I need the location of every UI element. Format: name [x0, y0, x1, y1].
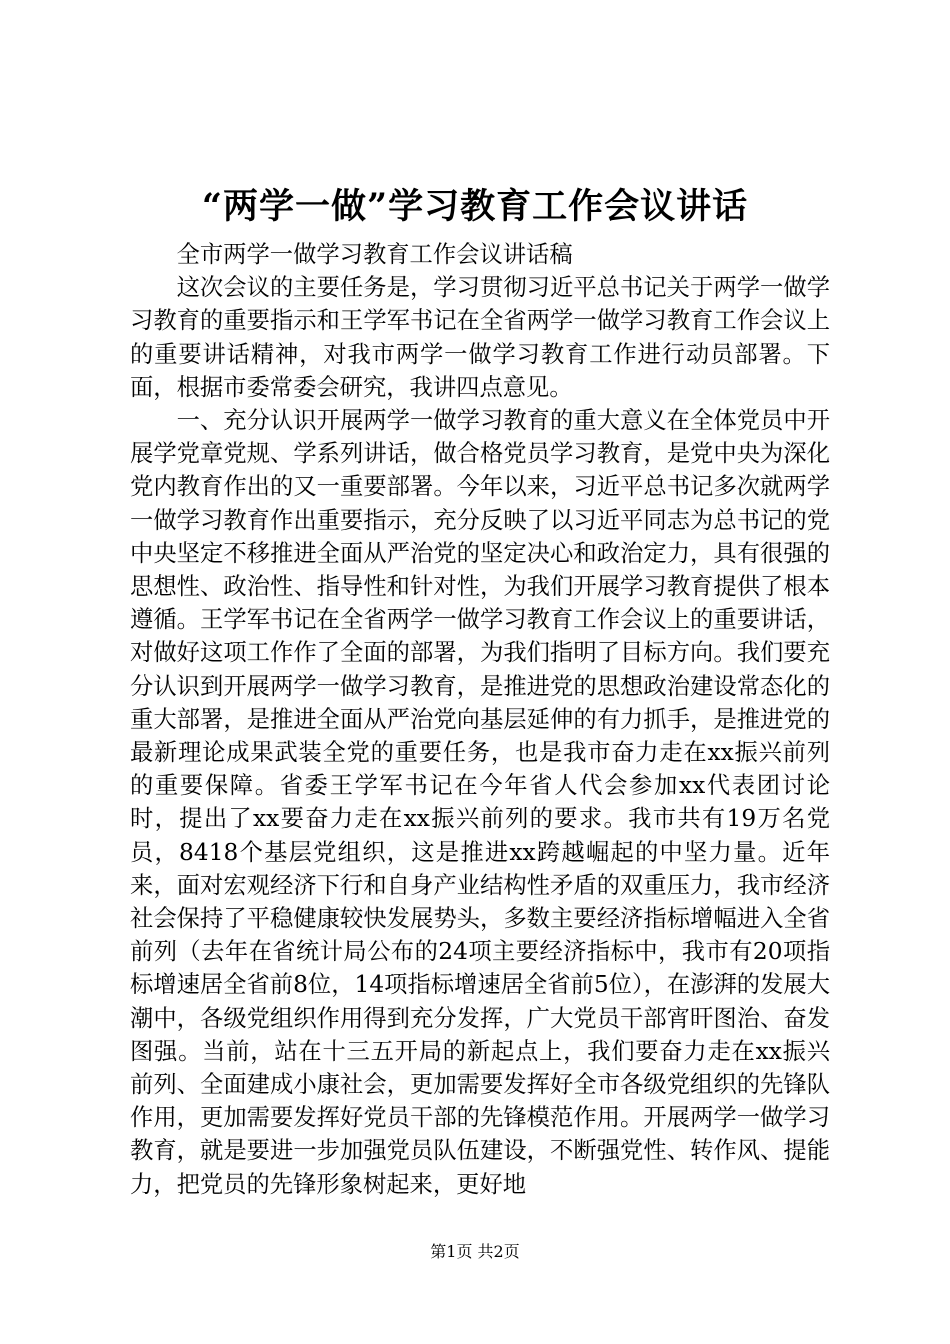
- paragraph-section-one: 一、充分认识开展两学一做学习教育的重大意义在全体党员中开展学党章党规、学系列讲话，做合格党员学习教育，是党中央为深化党内教育作出的又一重要部署。今年以来，习近平总书记多次就两学一做学习教育作出重要指示，充分反映了以习近平同志为总书记的党中央坚定不移推进全面从严治党的坚定决心和政治定力，具有很强的思想性、政治性、指导性和针对性，为我们开展学习教育提供了根本遵循。王学军书记在全省两学一做学习教育工作会议上的重要讲话，对做好这项工作作了全面的部署，为我们指明了目标方向。我们要充分认识到开展两学一做学习教育，是推进党的思想政治建设常态化的重大部署，是推进全面从严治党向基层延伸的有力抓手，是推进党的最新理论成果武装全党的重要任务，也是我市奋力走在xx振兴前列的重要保障。省委王学军书记在今年省人代会参加xx代表团讨论时，提出了xx要奋力走在xx振兴前列的要求。我市共有19万名党员，8418个基层党组织，这是推进xx跨越崛起的中坚力量。近年来，面对宏观经济下行和自身产业结构性矛盾的双重压力，我市经济社会保持了平稳健康较快发展势头，多数主要经济指标增幅进入全省前列（去年在省统计局公布的24项主要经济指标中，我市有20项指标增速居全省前8位，14项指标增速居全省前5位），在澎湃的发展大潮中，各级党组织作用得到充分发挥，广大党员干部宵旰图治、奋发图强。当前，站在十三五开局的新起点上，我们要奋力走在xx振兴前列、全面建成小康社会，更加需要发挥好全市各级党组织的先锋队作用，更加需要发挥好党员干部的先锋模范作用。开展两学一做学习教育，就是要进一步加强党员队伍建设，不断强党性、转作风、提能力，把党员的先锋形象树起来，更好地: [130, 407, 830, 1198]
- document-title: “两学一做”学习教育工作会议讲话: [201, 186, 749, 227]
- paragraph-intro: 这次会议的主要任务是，学习贯彻习近平总书记关于两学一做学习教育的重要指示和王学军书记在全省两学一做学习教育工作会议上的重要讲话精神，对我市两学一做学习教育工作进行动员部署。下面，根据市委常委会研究，我讲四点意见。: [130, 274, 830, 401]
- page-footer: 第1页 共2页: [430, 1242, 520, 1261]
- document-body: [130, 238, 830, 1201]
- paragraph-subtitle: 全市两学一做学习教育工作会议讲话稿: [176, 241, 573, 268]
